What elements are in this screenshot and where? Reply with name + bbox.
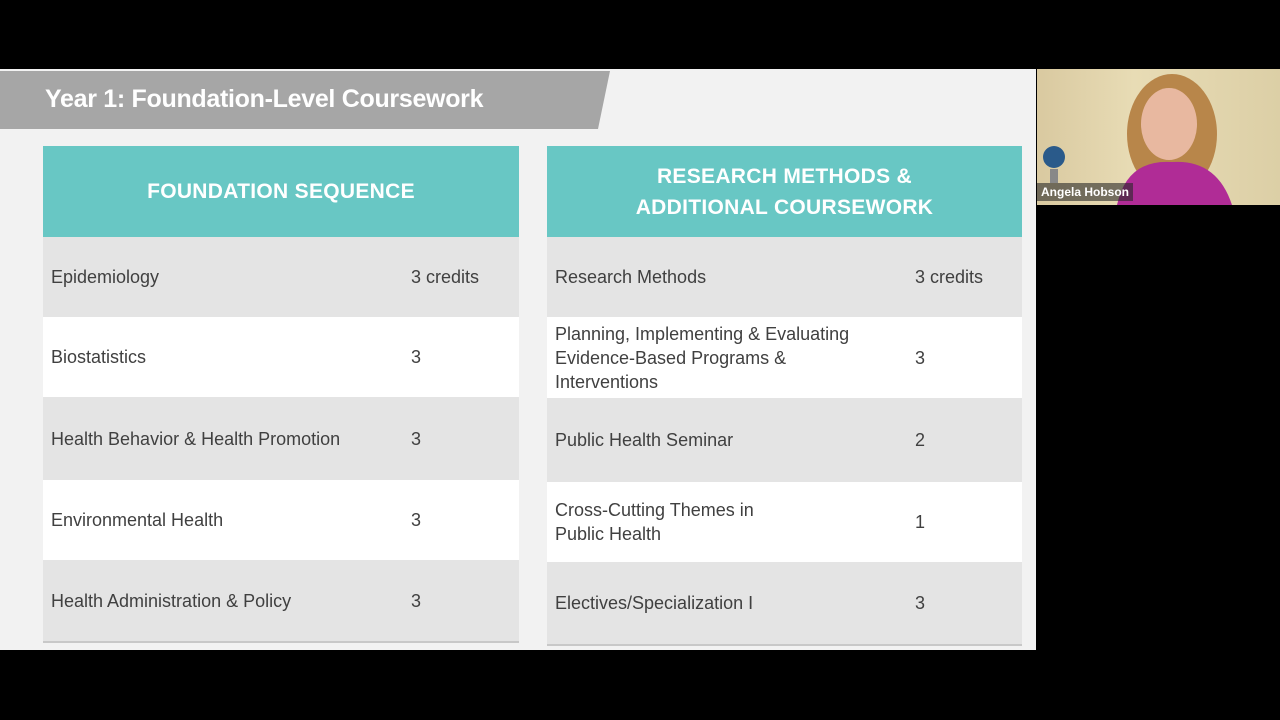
foundation-sequence-table (43, 146, 519, 643)
research-methods-table (547, 146, 1022, 646)
participant-name: Angela Hobson (1037, 183, 1133, 201)
table-header: RESEARCH METHODS & ADDITIONAL COURSEWORK (547, 146, 1022, 237)
table-row: Planning, Implementing & Evaluating Evidence-Based Programs & Interventions 3 (547, 317, 1022, 398)
table-row: Health Administration & Policy 3 (43, 560, 519, 643)
globe-icon (1041, 145, 1067, 185)
table-row: Health Behavior & Health Promotion 3 (43, 397, 519, 480)
table-row: Electives/Specialization I 3 (547, 562, 1022, 646)
table-row: Environmental Health 3 (43, 480, 519, 560)
table-row: Cross-Cutting Themes in Public Health 1 (547, 482, 1022, 562)
table-header: FOUNDATION SEQUENCE (43, 146, 519, 237)
slide-title: Year 1: Foundation-Level Coursework (45, 85, 484, 113)
table-row: Epidemiology 3 credits (43, 237, 519, 317)
table-row: Biostatistics 3 (43, 317, 519, 397)
shared-slide (0, 69, 1036, 650)
table-row: Research Methods 3 credits (547, 237, 1022, 317)
table-row: Public Health Seminar 2 (547, 398, 1022, 482)
participant-video-tile[interactable] (1037, 69, 1280, 205)
